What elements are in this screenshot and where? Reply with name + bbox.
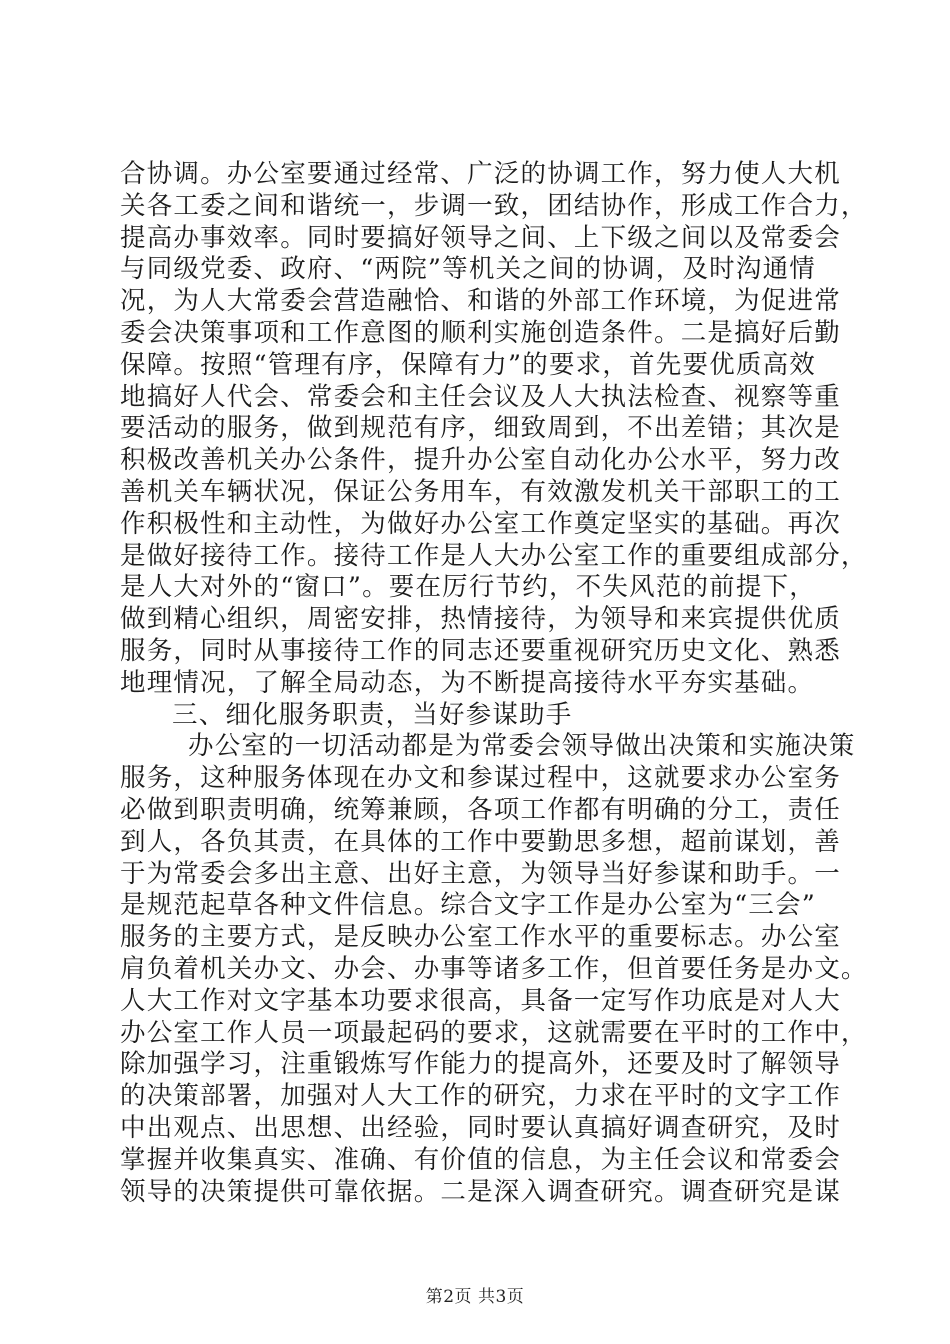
body-text	[120, 159, 868, 1208]
paragraph-line: 除加强学习，注重锻炼写作能力的提高外，还要及时了解领导	[120, 1049, 841, 1080]
paragraph-line: 领导的决策提供可靠依据。二是深入调查研究。调查研究是谋	[120, 1176, 841, 1207]
paragraph-line: 与同级党委、政府、“两院”等机关之间的协调，及时沟通情	[120, 254, 816, 285]
paragraph-line: 关各工委之间和谐统一，步调一致，团结协作，形成工作合力，	[120, 190, 868, 221]
paragraph-line: 善机关车辆状况，保证公务用车，有效激发机关干部职工的工	[120, 476, 841, 507]
page-footer: 第2页 共3页	[425, 1287, 525, 1307]
paragraph-line: 提高办事效率。同时要搞好领导之间、上下级之间以及常委会	[120, 222, 841, 253]
paragraph-line: 人大工作对文字基本功要求很高，具备一定写作功底是对人大	[120, 985, 841, 1016]
paragraph-line: 合协调。办公室要通过经常、广泛的协调工作，努力使人大机	[120, 159, 841, 189]
paragraph-line: 办公室的一切活动都是为常委会领导做出决策和实施决策	[188, 731, 856, 762]
paragraph-line: 办公室工作人员一项最起码的要求，这就需要在平时的工作中，	[120, 1017, 868, 1048]
paragraph-line: 必做到职责明确，统筹兼顾，各项工作都有明确的分工，责任	[120, 794, 841, 825]
paragraph-line: 积极改善机关办公条件，提升办公室自动化办公水平，努力改	[120, 445, 841, 476]
paragraph-line: 委会决策事项和工作意图的顺利实施创造条件。二是搞好后勤	[120, 317, 841, 348]
paragraph-line: 地搞好人代会、常委会和主任会议及人大执法检查、视察等重	[120, 381, 841, 412]
paragraph-line: 保障。按照“管理有序，保障有力”的要求，首先要优质高效	[120, 349, 816, 380]
paragraph-line: 是做好接待工作。接待工作是人大办公室工作的重要组成部分，	[120, 540, 868, 571]
paragraph-line: 要活动的服务，做到规范有序，细致周到，不出差错；其次是	[120, 413, 841, 444]
paragraph-line: 中出观点、出思想、出经验，同时要认真搞好调查研究，及时	[120, 1112, 841, 1143]
paragraph-line: 的决策部署，加强对人大工作的研究，力求在平时的文字工作	[120, 1081, 841, 1112]
paragraph-line: 地理情况，了解全局动态，为不断提高接待水平夯实基础。	[120, 667, 815, 698]
paragraph-line: 做到精心组织，周密安排，热情接待，为领导和来宾提供优质	[120, 604, 841, 635]
paragraph-line: 肩负着机关办文、办会、办事等诸多工作，但首要任务是办文。	[120, 953, 868, 984]
paragraph-line: 作积极性和主动性，为做好办公室工作奠定坚实的基础。再次	[120, 508, 841, 539]
paragraph-line: 服务的主要方式，是反映办公室工作水平的重要标志。办公室	[120, 922, 841, 953]
paragraph-line: 服务，这种服务体现在办文和参谋过程中，这就要求办公室务	[120, 763, 841, 794]
paragraph-line: 掌握并收集真实、准确、有价值的信息，为主任会议和常委会	[120, 1144, 841, 1175]
paragraph-line: 于为常委会多出主意、出好主意，为领导当好参谋和助手。一	[120, 858, 841, 889]
paragraph-line: 是规范起草各种文件信息。综合文字工作是办公室为“三会”	[120, 890, 816, 921]
paragraph-line: 是人大对外的“窗口”。要在厉行节约，不失风范的前提下，	[120, 572, 816, 603]
paragraph-line: 况，为人大常委会营造融恰、和谐的外部工作环境，为促进常	[120, 286, 841, 317]
paragraph-line: 到人，各负其责，在具体的工作中要勤思多想，超前谋划，善	[120, 826, 841, 857]
section-heading: 三、细化服务职责，当好参谋助手	[172, 699, 573, 730]
paragraph-line: 服务，同时从事接待工作的同志还要重视研究历史文化、熟悉	[120, 635, 841, 666]
